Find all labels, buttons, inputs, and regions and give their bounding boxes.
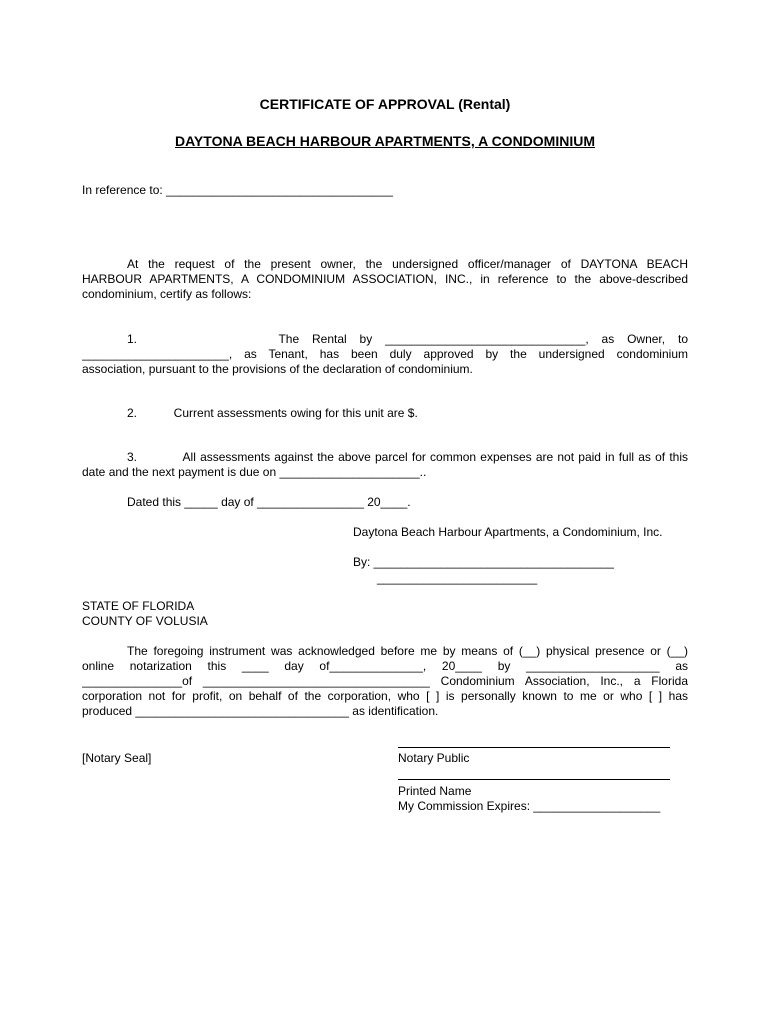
intro-line-2: HARBOUR APARTMENTS, A CONDOMINIUM ASSOCIATION, INC., in reference to the above-described [82,272,688,286]
by-signature-line: By: ____________________________________ [353,555,614,569]
ack-line-1: The foregoing instrument was acknowledged before me by means of (__) physical presence or (__) [127,644,688,658]
notary-signature-rule [398,747,670,748]
ack-line-2: online notarization this ____ day of______________, 20____ by ____________________ as [82,659,688,673]
item-1-line-1: 1. The Rental by ______________________________, as Owner, to [127,332,688,346]
item-2-line: 2. Current assessments owing for this unit are $. [127,406,418,420]
item-3-line-2: date and the next payment is due on _____________________.. [82,465,427,479]
item-3-line-1: 3. All assessments against the above parcel for common expenses are not paid in full as of this [127,450,688,464]
item-1-line-3: association, pursuant to the provisions of the declaration of condominium. [82,362,473,376]
item-3-paragraph [82,450,688,480]
document-title: CERTIFICATE OF APPROVAL (Rental) [259,96,511,112]
notary-seal-label: [Notary Seal] [82,751,152,765]
intro-paragraph [82,257,688,302]
item-1-paragraph [82,332,688,377]
ack-line-4: corporation not for profit, on behalf of the corporation, who [ ] is personally known to me or who [ ] has [82,689,688,703]
by-title-line: ________________________ [377,571,538,585]
ack-line-3: _______________of __________________________________ Condominium Association, Inc., a Florida [82,674,688,688]
intro-line-1: At the request of the present owner, the undersigned officer/manager of DAYTONA BEACH [127,257,688,271]
item-1-line-2: ______________________, as Tenant, has been duly approved by the undersigned condominium [82,347,688,361]
printed-name-rule [398,779,670,780]
printed-name-label: Printed Name [398,784,472,798]
county-label: COUNTY OF VOLUSIA [82,614,208,628]
ack-line-5: produced ________________________________ as identification. [82,704,439,718]
document-subtitle: DAYTONA BEACH HARBOUR APARTMENTS, A CONDOMINIUM [175,133,595,149]
acknowledgment-paragraph [82,644,688,719]
intro-line-3: condominium, certify as follows: [82,287,252,301]
notary-public-label: Notary Public [398,751,470,765]
commission-expires-line: My Commission Expires: ___________________ [398,799,661,813]
reference-line: In reference to: __________________________________ [82,183,393,197]
association-name: Daytona Beach Harbour Apartments, a Condominium, Inc. [353,525,663,539]
state-label: STATE OF FLORIDA [82,599,195,613]
dated-line: Dated this _____ day of ________________ 20____. [127,495,411,509]
